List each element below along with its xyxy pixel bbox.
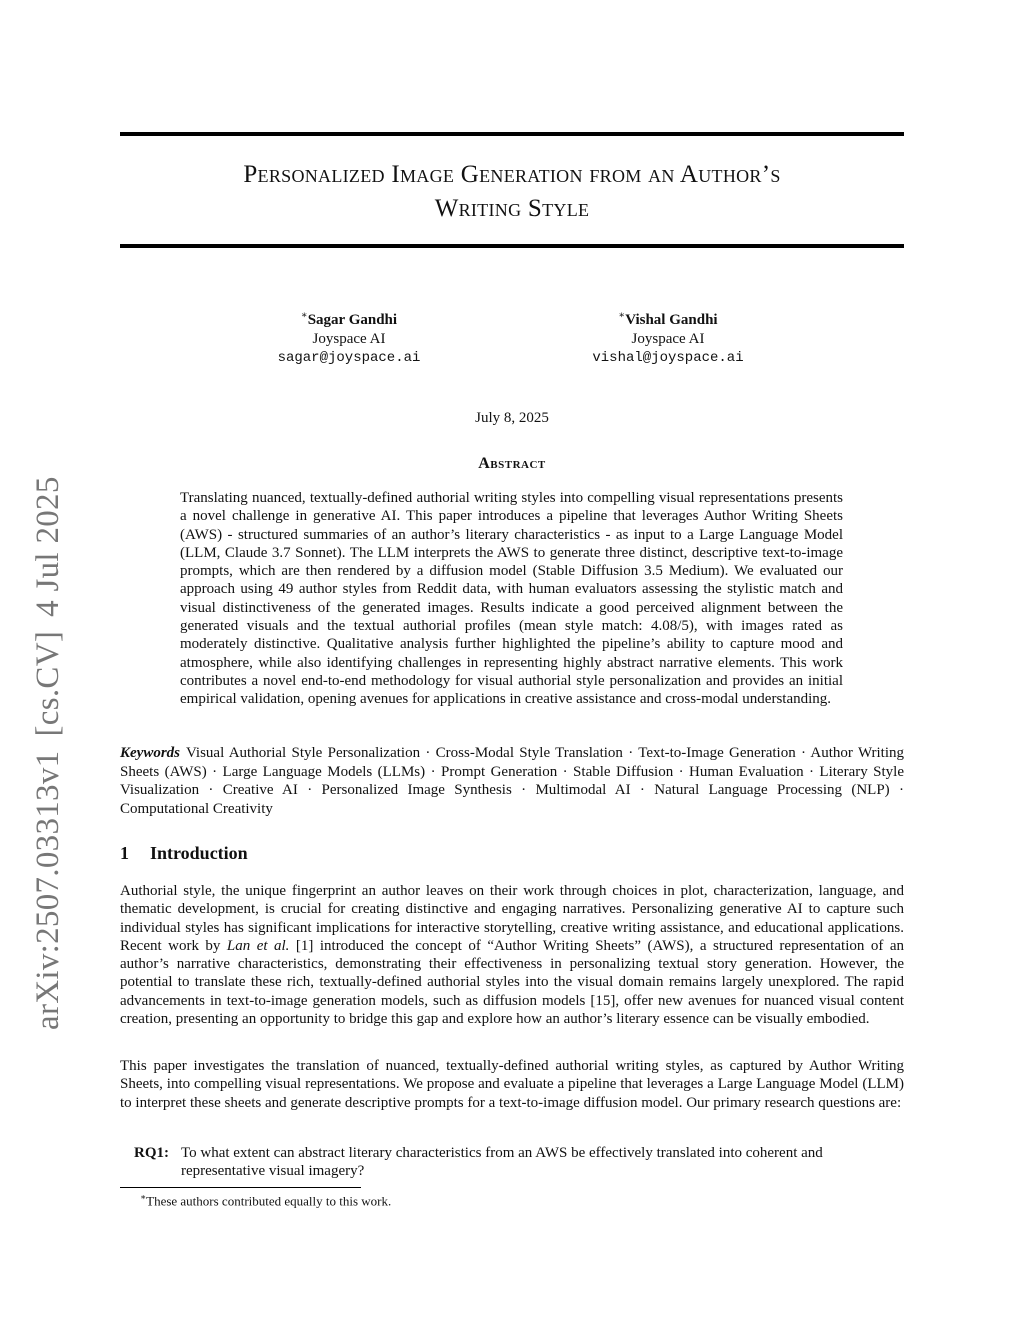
- rq1-label: RQ1:: [134, 1145, 169, 1161]
- abstract-heading: Abstract: [478, 455, 546, 472]
- section-number: 1: [120, 843, 129, 863]
- citation-author: Lan et al.: [226, 937, 290, 954]
- intro-paragraph-1: Authorial style, the unique fingerprint an author leaves on their work through choices in plot, characterization, language, and thematic development, is crucial for creating distinctive and engaging narratives. Personalizing generative AI to capture such individual styles has significant implications for interactive storytelling, creative writing assistance, and educational applications. Recent work by Lan et al. [1] introduced the concept of “Author Writing Sheets” (AWS), a structured representation of an author’s narrative characteristics, demonstrating their effectiveness in personalizing textual story generation. However, the potential to translate these rich, textually-defined authorial styles into the visual domain remains largely unexplored. The rapid advancements in text-to-image generation models, such as diffusion models [15], offer new avenues for nuanced visual content creation, presenting an opportunity to bridge this gap and explore how an author’s literary essence can be visually embodied.: [120, 883, 904, 1028]
- footnote-rule: [120, 1187, 361, 1188]
- arxiv-id: arXiv:2507.03313v1: [30, 750, 66, 1030]
- footnote: ∗These authors contributed equally to this work.: [140, 1192, 392, 1209]
- author-email-2[interactable]: vishal@joyspace.ai: [592, 350, 744, 366]
- rq1-text: To what extent can abstract literary characteristics from an AWS be effectively translated into coherent and representative visual imagery?: [181, 1145, 823, 1180]
- paper-date: July 8, 2025: [475, 410, 549, 426]
- paper-title: [120, 158, 904, 226]
- keywords-label: Keywords: [120, 745, 180, 761]
- author-affiliation-2: Joyspace AI: [631, 331, 705, 347]
- arxiv-category: [cs.CV]: [30, 630, 66, 737]
- title-line-1: Personalized Image Generation from an Author’s: [243, 161, 781, 188]
- author-name-1: ∗Sagar Gandhi: [300, 310, 398, 328]
- title-line-2: Writing Style: [434, 195, 590, 222]
- section-title: Introduction: [150, 843, 248, 863]
- keywords-text: Visual Authorial Style Personalization · Cross-Modal Style Translation · Text-to-Image Generation · Author Writing Sheets (AWS) · Large Language Models (LLMs) · Prompt Generation · Stable Diffusion · Human Evaluation · Literary Style Visualization · Creative AI · Personalized Image Synthesis · Multimodal AI · Natural Language Processing (NLP) · Computational Creativity: [120, 745, 904, 817]
- author-block-1: [229, 306, 469, 368]
- arxiv-date: 4 Jul 2025: [30, 476, 66, 617]
- research-question-1: [134, 1144, 904, 1181]
- author-affiliation-1: Joyspace AI: [312, 331, 386, 347]
- intro-paragraph-2: This paper investigates the translation of nuanced, textually-defined authorial writing styles, as captured by Author Writing Sheets, into compelling visual representations. We propose and evaluate a pipeline that leverages a Large Language Model (LLM) to interpret these sheets and generate descriptive prompts for a text-to-image diffusion model. Our primary research questions are:: [120, 1058, 904, 1111]
- abstract-text: Translating nuanced, textually-defined authorial writing styles into compelling visual representations presents a novel challenge in generative AI. This paper introduces a pipeline that leverages Author Writing Sheets (AWS) - structured summaries of an author’s literary characteristics - as input to a Large Language Model (LLM, Claude 3.7 Sonnet). The LLM interprets the AWS to generate three distinct, descriptive text-to-image prompts, which are then rendered by a diffusion model (Stable Diffusion 3.5 Medium). We evaluated our approach using 49 author styles from Reddit data, with human evaluators assessing the stylistic match and visual distinctiveness of the generated images. Results indicate a good perceived alignment between the generated visuals and the textual authorial profiles (mean style match: 4.08/5), with images rated as moderately distinctive. Qualitative analysis further highlighted the pipeline’s ability to capture mood and atmosphere, while also identifying challenges in representing highly abstract narrative elements. This work contributes a novel end-to-end methodology for visual authorial style personalization and provides an initial empirical validation, opening avenues for applications in creative assistance and cross-modal understanding.: [180, 490, 843, 708]
- keywords: [120, 744, 904, 818]
- author-name-2: ∗Vishal Gandhi: [618, 310, 718, 328]
- title-rule-bottom: [120, 244, 904, 248]
- section-heading-introduction: [120, 843, 248, 864]
- author-block-2: [548, 306, 788, 368]
- title-rule-top: [120, 132, 904, 136]
- author-email-1[interactable]: sagar@joyspace.ai: [277, 350, 421, 366]
